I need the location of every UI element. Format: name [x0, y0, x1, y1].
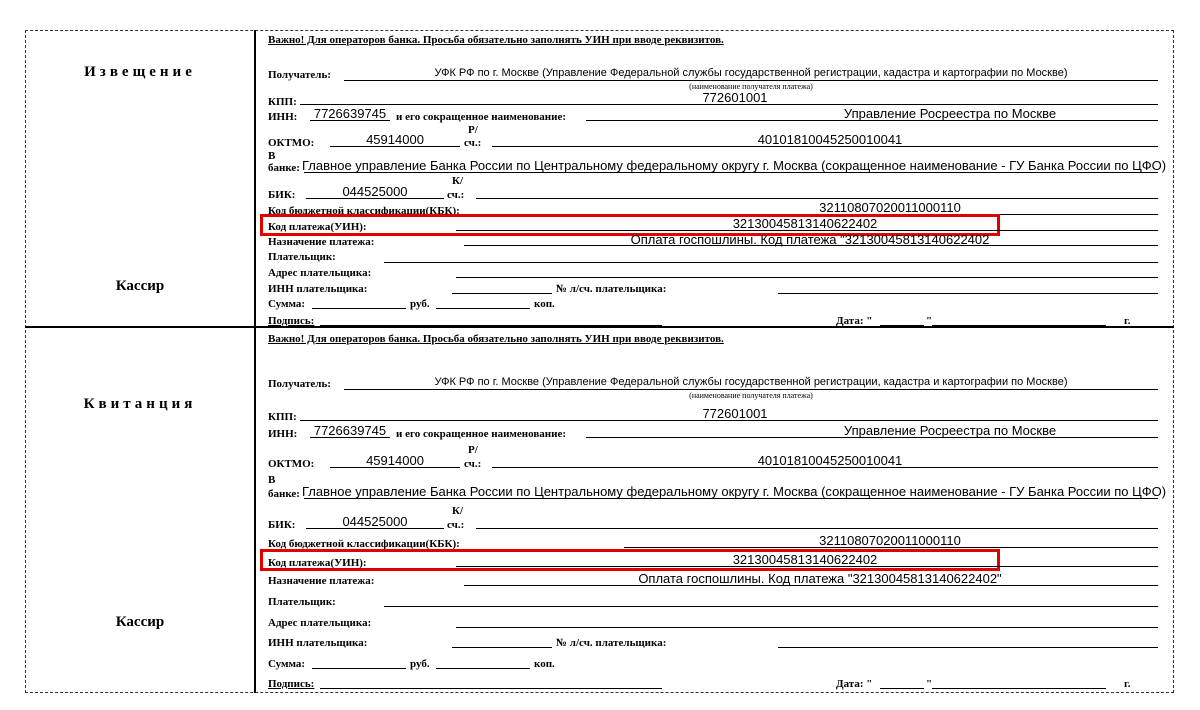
payer-inn-label: ИНН плательщика:	[268, 637, 368, 649]
sum-label: Сумма:	[268, 658, 306, 670]
signature-label: Подпись:	[268, 315, 315, 327]
payer-label: Плательщик:	[268, 596, 336, 608]
uin-label: Код платежа(УИН):	[268, 221, 367, 233]
operator-notice: Важно! Для операторов банка. Просьба обязательно заполнять УИН при вводе реквизитов.	[268, 333, 724, 345]
date-quote: "	[926, 315, 933, 327]
recipient-label: Получатель:	[268, 69, 331, 81]
payer-account-label: № л/сч. плательщика:	[556, 283, 667, 295]
recipient-hint: (наименование получателя платежа)	[689, 82, 813, 91]
kbk-label: Код бюджетной классификации(КБК):	[268, 538, 460, 550]
ks-label-top: К/	[452, 175, 464, 187]
recipient-value: УФК РФ по г. Москве (Управление Федеральной службы государственной регистрации, кадастра и картографии по Москве)	[434, 376, 1068, 388]
year-label: г.	[1124, 678, 1131, 690]
kpp-value: 772601001	[702, 406, 768, 421]
rs-value: 40101810045250010041	[757, 132, 903, 147]
short-name-label: и его сокращенное наименование:	[396, 428, 567, 440]
inn-value: 7726639745	[313, 106, 387, 121]
side-title-notice: Извещение	[84, 64, 196, 80]
oktmo-value: 45914000	[366, 453, 424, 468]
kpp-label: КПП:	[268, 411, 297, 423]
ks-label-bottom: сч.:	[447, 519, 465, 531]
side-title-receipt: Квитанция	[83, 396, 197, 412]
date-label: Дата: "	[836, 678, 873, 690]
operator-notice: Важно! Для операторов банка. Просьба обязательно заполнять УИН при вводе реквизитов.	[268, 34, 724, 46]
bik-value: 044525000	[342, 514, 408, 529]
bank-label-bottom: банке:	[268, 162, 300, 174]
bik-value: 044525000	[342, 184, 408, 199]
rs-label-bottom: сч.:	[464, 458, 482, 470]
year-label: г.	[1124, 315, 1131, 327]
oktmo-value: 45914000	[366, 132, 424, 147]
payer-label: Плательщик:	[268, 251, 336, 263]
ks-label-bottom: сч.:	[447, 189, 465, 201]
bank-label-top: В	[268, 150, 276, 162]
purpose-value: Оплата госпошлины. Код платежа "32130045813140622402	[630, 232, 990, 247]
short-name-value: Управление Росреестра по Москве	[843, 106, 1057, 121]
kbk-value: 32110807020011000110	[819, 200, 961, 215]
kop-label: коп.	[534, 658, 555, 670]
payer-account-label: № л/сч. плательщика:	[556, 637, 667, 649]
inn-label: ИНН:	[268, 111, 298, 123]
date-label: Дата: "	[836, 315, 873, 327]
purpose-label: Назначение платежа:	[268, 575, 375, 587]
bank-label-top: В	[268, 474, 276, 486]
payer-address-label: Адрес плательщика:	[268, 617, 372, 629]
payer-address-label: Адрес плательщика:	[268, 267, 372, 279]
kbk-value: 32110807020011000110	[819, 533, 961, 548]
oktmo-label: ОКТМО:	[268, 458, 315, 470]
purpose-value: Оплата госпошлины. Код платежа "32130045813140622402"	[638, 571, 1002, 586]
bank-label-bottom: банке:	[268, 488, 300, 500]
sum-label: Сумма:	[268, 298, 306, 310]
bank-value: Главное управление Банка России по Центральному федеральному округу г. Москва (сокращенное наименование - ГУ Банка России по ЦФО)	[302, 484, 1167, 499]
bik-label: БИК:	[268, 519, 296, 531]
payer-inn-label: ИНН плательщика:	[268, 283, 368, 295]
bik-label: БИК:	[268, 189, 296, 201]
kbk-label: Код бюджетной классификации(КБК):	[268, 205, 460, 217]
recipient-value: УФК РФ по г. Москве (Управление Федеральной службы государственной регистрации, кадастра и картографии по Москве)	[434, 67, 1068, 79]
kpp-label: КПП:	[268, 96, 297, 108]
bank-value: Главное управление Банка России по Центральному федеральному округу г. Москва (сокращенное наименование - ГУ Банка России по ЦФО)	[302, 158, 1167, 173]
rs-label-bottom: сч.:	[464, 137, 482, 149]
inn-value: 7726639745	[313, 423, 387, 438]
uin-value: 32130045813140622402	[732, 216, 878, 231]
uin-value: 32130045813140622402	[732, 552, 878, 567]
kop-label: коп.	[534, 298, 555, 310]
short-name-label: и его сокращенное наименование:	[396, 111, 567, 123]
inn-label: ИНН:	[268, 428, 298, 440]
oktmo-label: ОКТМО:	[268, 137, 315, 149]
date-quote: "	[926, 678, 933, 690]
purpose-label: Назначение платежа:	[268, 236, 375, 248]
kpp-value: 772601001	[702, 90, 768, 105]
cashier-label: Кассир	[115, 614, 165, 630]
recipient-hint: (наименование получателя платежа)	[689, 391, 813, 400]
uin-label: Код платежа(УИН):	[268, 557, 367, 569]
rub-label: руб.	[410, 298, 430, 310]
short-name-value: Управление Росреестра по Москве	[843, 423, 1057, 438]
signature-label: Подпись:	[268, 678, 315, 690]
recipient-label: Получатель:	[268, 378, 331, 390]
ks-label-top: К/	[452, 505, 464, 517]
rs-value: 40101810045250010041	[757, 453, 903, 468]
rs-label-top: Р/	[468, 124, 478, 136]
rs-label-top: Р/	[468, 444, 478, 456]
rub-label: руб.	[410, 658, 430, 670]
cashier-label: Кассир	[115, 278, 165, 294]
